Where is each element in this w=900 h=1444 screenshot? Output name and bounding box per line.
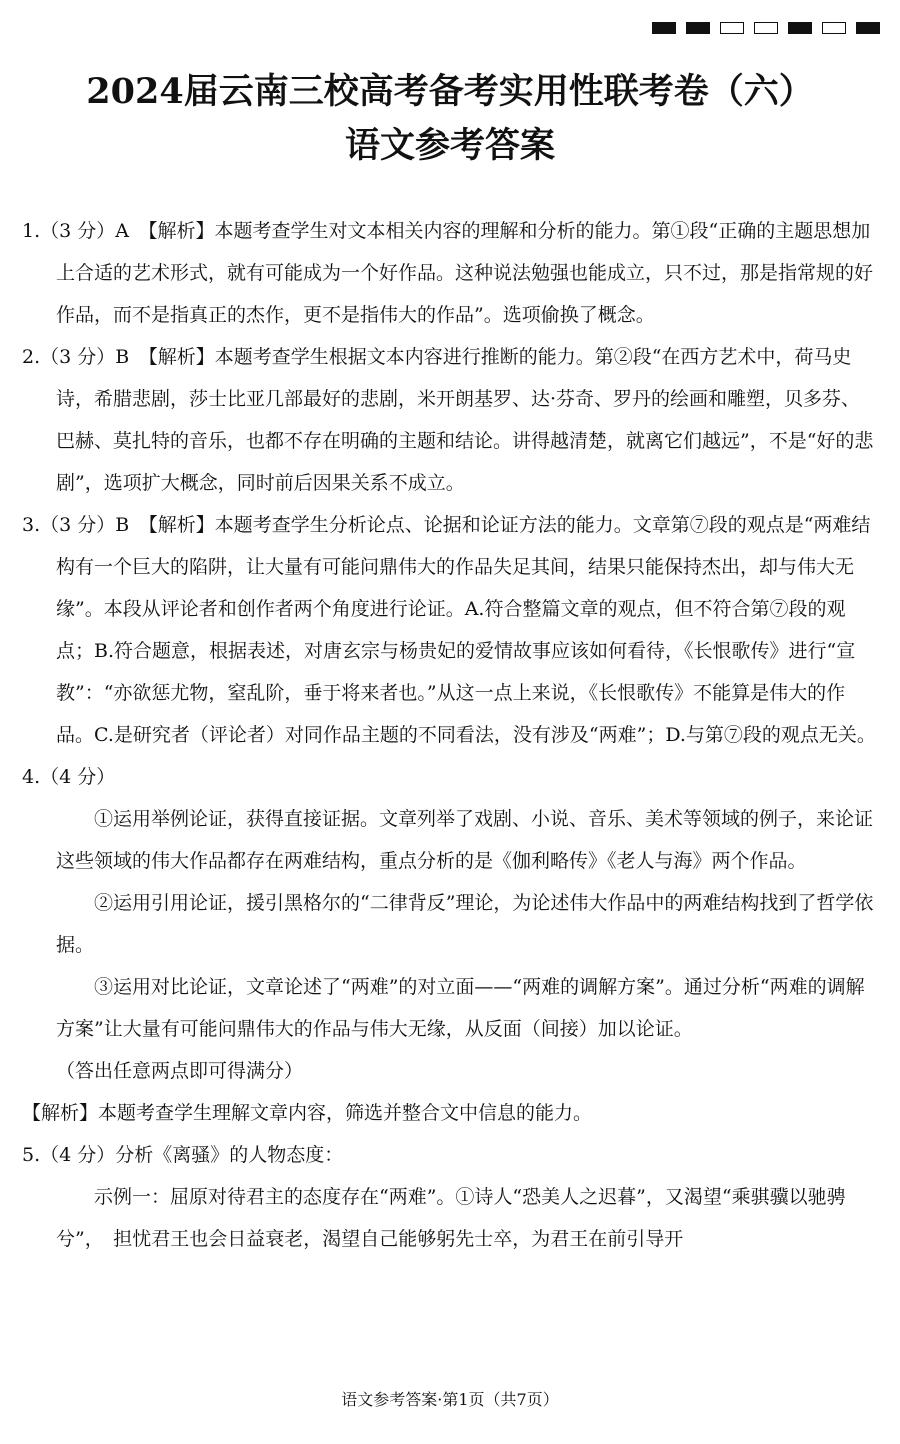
answer-item-2: 2.（3 分）B 【解析】本题考查学生根据文本内容进行推断的能力。第②段“在西方艺术中，荷马史诗，希腊悲剧，莎士比亚几部最好的悲剧，米开朗基罗、达·芬奇、罗丹的绘画和雕塑，贝多芬、巴赫、莫扎特的音乐，也都不存在明确的主题和结论。讲得越清楚，就离它们越远”，不是“好的悲剧”，选项扩大概念，同时前后因果关系不成立。 [22,346,874,494]
answer-item-4-point-2: ②运用引用论证，援引黑格尔的“二律背反”理论，为论述伟大作品中的两难结构找到了哲学依据。 [56,892,874,956]
header-mark-4 [754,22,778,34]
header-mark-2 [686,22,710,34]
page-title: 2024届云南三校高考备考实用性联考卷（六） [86,71,814,112]
header-mark-5 [788,22,812,34]
answer-item-5-head: 5.（4 分）分析《离骚》的人物态度： [22,1144,344,1166]
header-mark-6 [822,22,846,34]
answer-item-5-example-1: 示例一：屈原对待君主的态度存在“两难”。①诗人“恐美人之迟暮”，又渴望“乘骐骥以驰骋兮”， 担忧君王也会日益衰老，渴望自己能够躬先士卒，为君王在前引导开 [56,1186,846,1250]
page-footer: 语文参考答案·第1页（共7页） [341,1390,559,1409]
header-mark-3 [720,22,744,34]
answer-item-4-analysis: 【解析】本题考查学生理解文章内容，筛选并整合文中信息的能力。 [22,1102,593,1124]
answer-item-4-note: （答出任意两点即可得满分） [56,1060,304,1082]
answer-item-3: 3.（3 分）B 【解析】本题考查学生分析论点、论据和论证方法的能力。文章第⑦段的观点是“两难结构有一个巨大的陷阱，让大量有可能问鼎伟大的作品失足其间，结果只能保持杰出，却与伟大无缘”。本段从评论者和创作者两个角度进行论证。A.符合整篇文章的观点，但不符合第⑦段的观点；B.符合题意，根据表述，对唐玄宗与杨贵妃的爱情故事应该如何看待，《长恨歌传》进行“宣教”：“亦欲惩尤物，窒乱阶，垂于将来者也。”从这一点上来说，《长恨歌传》不能算是伟大的作品。C.是研究者（评论者）对同作品主题的不同看法，没有涉及“两难”；D.与第⑦段的观点无关。 [22,514,876,746]
answer-content [22,210,878,1260]
header-marks [652,22,880,34]
answer-item-4-point-3: ③运用对比论证，文章论述了“两难”的对立面——“两难的调解方案”。通过分析“两难的调解方案”让大量有可能问鼎伟大的作品与伟大无缘，从反面（间接）加以论证。 [56,976,865,1040]
header-mark-7 [856,22,880,34]
page-subtitle: 语文参考答案 [344,125,555,166]
answer-item-4-point-1: ①运用举例论证，获得直接证据。文章列举了戏剧、小说、音乐、美术等领域的例子，来论证这些领域的伟大作品都存在两难结构，重点分析的是《伽利略传》《老人与海》两个作品。 [56,808,874,872]
header-mark-1 [652,22,676,34]
answer-item-4-head: 4.（4 分） [22,766,116,788]
answer-item-1: 1.（3 分）A 【解析】本题考查学生对文本相关内容的理解和分析的能力。第①段“正确的主题思想加上合适的艺术形式，就有可能成为一个好作品。这种说法勉强也能成立，只不过，那是指常规的好作品，而不是指真正的杰作，更不是指伟大的作品”。选项偷换了概念。 [22,220,874,326]
